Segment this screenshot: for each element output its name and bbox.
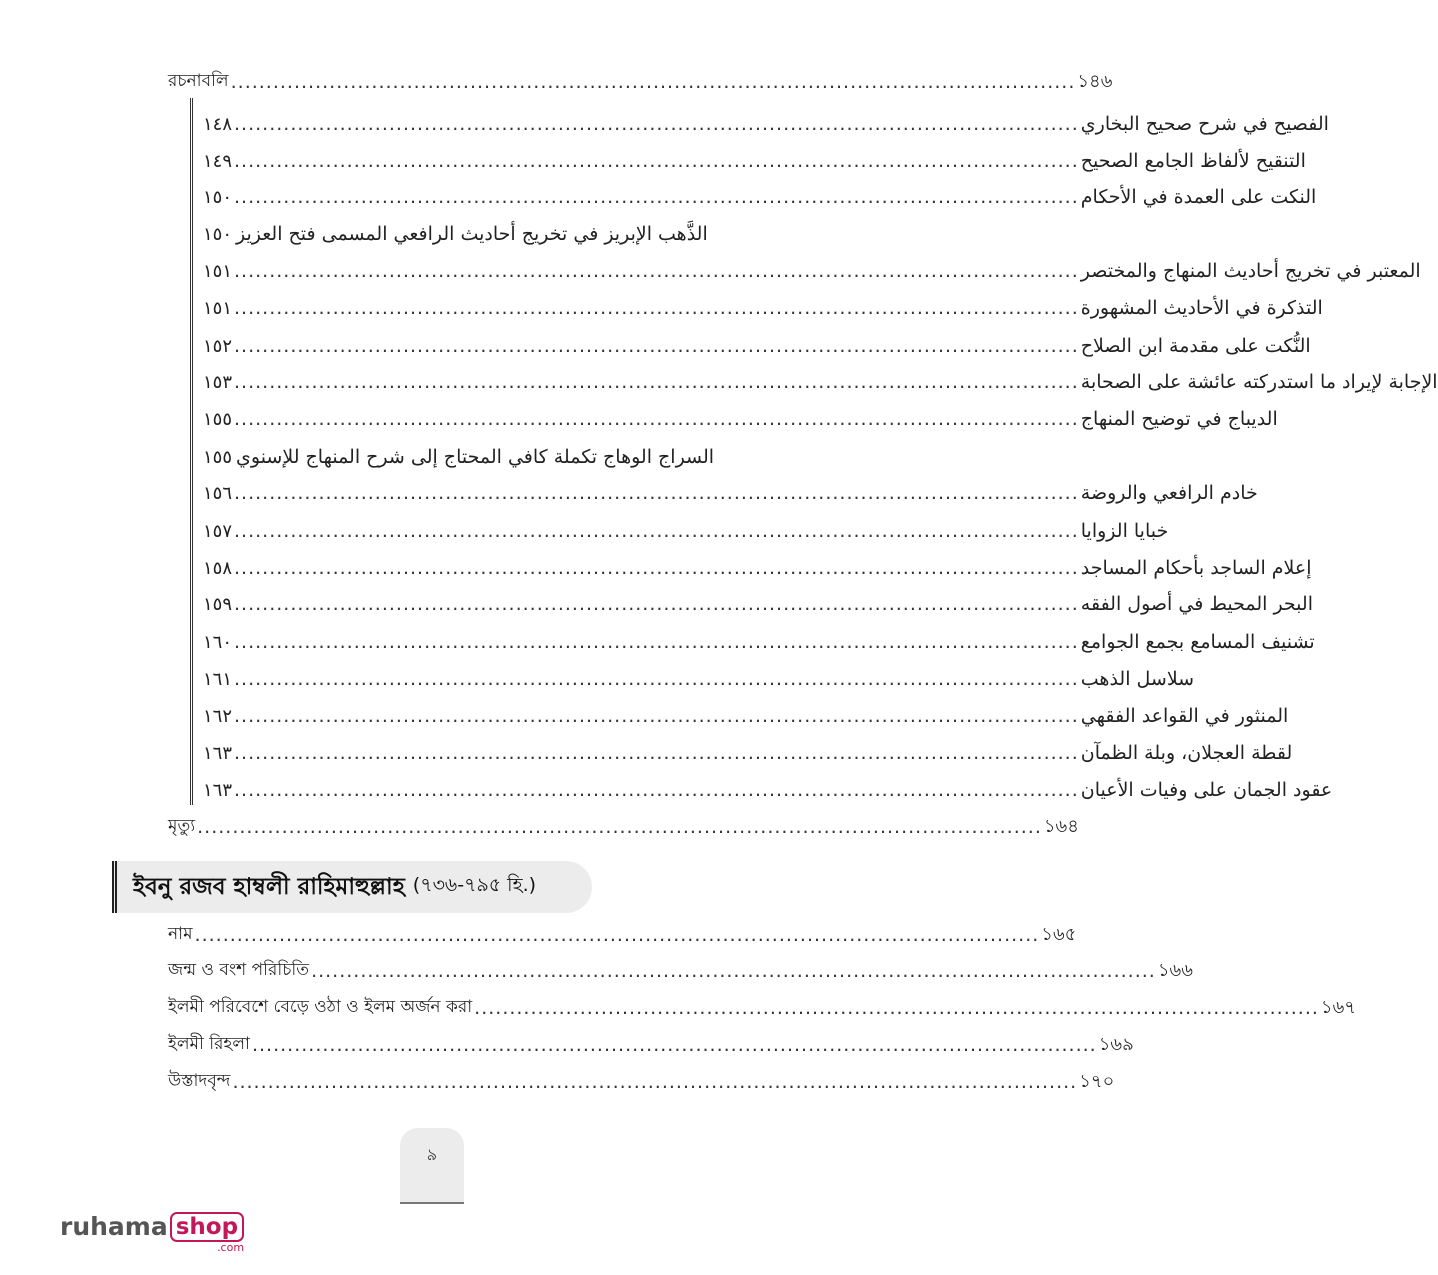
toc-entry-page: ١٦٣	[203, 779, 233, 801]
section-years: (৭৩৬-৭৯৫ হি.)	[412, 874, 537, 896]
toc-entry-page: ١٦٠	[203, 631, 233, 653]
toc-entry	[203, 331, 1311, 361]
dot-leader: ........................................................................................................................	[234, 779, 1079, 801]
toc-entry-label: المعتبر في تخريج أحاديث المنهاج والمختصر	[1080, 260, 1421, 282]
dot-leader: ........................................................................................................................	[234, 150, 1079, 172]
toc-entry-page: ١٤٨	[203, 113, 233, 135]
toc-entry-page: ১৬৫	[1041, 923, 1077, 945]
toc-entry	[203, 442, 715, 472]
toc-entry-page: ١٥٧	[203, 520, 233, 542]
toc-entry	[168, 920, 1077, 950]
toc-entry-page: ١٥٢	[203, 335, 233, 357]
toc-entry-page: ١٦٢	[203, 705, 233, 727]
toc-entry-label: ইলমী রিহলা	[168, 1034, 250, 1054]
toc-entry	[168, 993, 1356, 1023]
dot-leader: ........................................................................................................................	[234, 113, 1079, 135]
dot-leader: ........................................................................................................................	[234, 335, 1079, 357]
dot-leader: ........................................................................................................................	[234, 482, 1079, 504]
toc-entry-label: لقطة العجلان، وبلة الظمآن	[1080, 742, 1293, 764]
toc-entry-page: ١٦٣	[203, 742, 233, 764]
toc-entry-page: ১৬৯	[1098, 1033, 1134, 1055]
toc-entry	[168, 67, 1113, 97]
toc-entry	[168, 812, 1079, 842]
toc-entry	[203, 404, 1278, 434]
toc-entry-page: ١٥٩	[203, 593, 233, 615]
toc-entry	[168, 1030, 1134, 1060]
toc-entry-label: البحر المحيط في أصول الفقه	[1080, 593, 1313, 615]
toc-entry	[203, 146, 1306, 176]
toc-entry-page: ١٥٨	[203, 557, 233, 579]
toc-entry-label: নাম	[168, 924, 193, 944]
toc-entry-label: النكت على العمدة في الأحكام	[1080, 186, 1317, 208]
dot-leader: ........................................................................................................................	[230, 71, 1076, 93]
dot-leader: ........................................................................................................................	[234, 631, 1079, 653]
toc-entry-label: রচনাবলি	[168, 71, 229, 91]
toc-entry	[168, 1067, 1115, 1097]
section-title: ইবনু রজব হাম্বলী রাহিমাহুল্লাহ	[133, 873, 405, 900]
toc-entry-label: التذكرة في الأحاديث المشهورة	[1080, 297, 1323, 319]
toc-entry-label: عقود الجمان على وفيات الأعيان	[1080, 779, 1333, 801]
toc-entry-label: الفصيح في شرح صحيح البخاري	[1080, 113, 1329, 135]
toc-entry	[203, 367, 1438, 397]
toc-entry	[203, 701, 1289, 731]
toc-entry	[203, 256, 1421, 286]
toc-entry-page: ١٥٣	[203, 371, 233, 393]
toc-entry	[203, 478, 1258, 508]
dot-leader: ........................................................................................................................	[234, 186, 1079, 208]
dot-leader: ........................................................................................................................	[234, 408, 1079, 430]
dot-leader: ........................................................................................................................	[474, 997, 1319, 1019]
toc-entry-label: تشنيف المسامع بجمع الجوامع	[1080, 631, 1315, 653]
logo-word-com: .com	[217, 1241, 245, 1254]
section-heading	[112, 861, 592, 913]
toc-entry-page: ١٥١	[203, 297, 233, 319]
toc-entry-label: التنقيح لألفاظ الجامع الصحيح	[1080, 150, 1306, 172]
toc-entry	[203, 664, 1195, 694]
toc-entry-page: ١٥٠	[203, 223, 233, 245]
dot-leader: ........................................................................................................................	[194, 924, 1040, 946]
dot-leader: ........................................................................................................................	[234, 520, 1079, 542]
toc-entry-page: ١٥٠	[203, 186, 233, 208]
dot-leader: ........................................................................................................................	[234, 742, 1079, 764]
toc-entry-page: ১৬৬	[1157, 959, 1193, 981]
toc-entry-label: মৃত্যু	[168, 816, 196, 836]
toc-entry	[203, 182, 1317, 212]
dot-leader: ........................................................................................................................	[234, 260, 1079, 282]
toc-entry-label: سلاسل الذهب	[1080, 668, 1195, 690]
toc-entry	[203, 775, 1333, 805]
dot-leader: ........................................................................................................................	[311, 960, 1156, 982]
toc-entry-page: ١٦١	[203, 668, 233, 690]
toc-entry	[203, 627, 1315, 657]
subsection-bracket-line	[190, 98, 193, 805]
toc-entry-page: ١٥٦	[203, 482, 233, 504]
toc-entry	[203, 109, 1329, 139]
toc-entry-label: ইলমী পরিবেশে বেড়ে ওঠা ও ইলম অর্জন করা	[168, 997, 473, 1017]
dot-leader: ........................................................................................................................	[234, 593, 1079, 615]
toc-entry	[203, 219, 708, 249]
toc-entry-page: ১৭০	[1079, 1070, 1115, 1092]
logo-word-shop: shop	[170, 1212, 244, 1242]
dot-leader: ........................................................................................................................	[234, 297, 1079, 319]
dot-leader: ........................................................................................................................	[234, 668, 1079, 690]
toc-entry-label: জন্ম ও বংশ পরিচিতি	[168, 960, 310, 980]
page-number: ৯	[426, 1145, 438, 1164]
toc-entry	[203, 738, 1293, 768]
toc-entry	[203, 516, 1169, 546]
toc-entry-label: خادم الرافعي والروضة	[1080, 482, 1258, 504]
toc-entry	[203, 293, 1323, 323]
toc-entry-page: ١٤٩	[203, 150, 233, 172]
dot-leader: ........................................................................................................................	[234, 371, 1079, 393]
dot-leader: ........................................................................................................................	[232, 1071, 1078, 1093]
toc-entry-page: ১৬৭	[1320, 996, 1356, 1018]
toc-entry-page: ১৪৬	[1077, 70, 1113, 92]
logo-shop-box	[168, 1212, 244, 1254]
toc-entry-page: ١٥٥	[203, 446, 233, 468]
toc-entry-label: خبايا الزوايا	[1080, 520, 1169, 542]
toc-entry	[203, 589, 1313, 619]
toc-entry-label: الإجابة لإيراد ما استدركته عائشة على الصحابة	[1080, 371, 1438, 393]
toc-entry-label: السراج الوهاج تكملة كافي المحتاج إلى شرح المنهاج للإسنوي	[236, 446, 715, 468]
dot-leader: ........................................................................................................................	[234, 557, 1079, 579]
toc-entry	[168, 956, 1193, 986]
toc-entry-label: إعلام الساجد بأحكام المساجد	[1080, 557, 1312, 579]
toc-entry-page: ١٥١	[203, 260, 233, 282]
dot-leader: ........................................................................................................................	[234, 705, 1079, 727]
page-number-tab	[400, 1128, 464, 1204]
ruhamashop-logo	[60, 1212, 244, 1252]
toc-entry-label: الديباج في توضيح المنهاج	[1080, 408, 1278, 430]
toc-entry-label: الذَّهب الإبريز في تخريج أحاديث الرافعي المسمى فتح العزيز	[236, 223, 708, 245]
toc-entry-page: ١٥٥	[203, 408, 233, 430]
logo-word-ruhama: ruhama	[60, 1212, 168, 1241]
toc-entry-label: উস্তাদবৃন্দ	[168, 1071, 231, 1091]
dot-leader: ........................................................................................................................	[251, 1034, 1097, 1056]
toc-entry	[203, 553, 1312, 583]
toc-entry-page: ১৬৪	[1043, 815, 1079, 837]
toc-entry-label: المنثور في القواعد الفقهي	[1080, 705, 1289, 727]
dot-leader: ........................................................................................................................	[197, 816, 1042, 838]
toc-entry-label: النُّكت على مقدمة ابن الصلاح	[1080, 335, 1311, 357]
